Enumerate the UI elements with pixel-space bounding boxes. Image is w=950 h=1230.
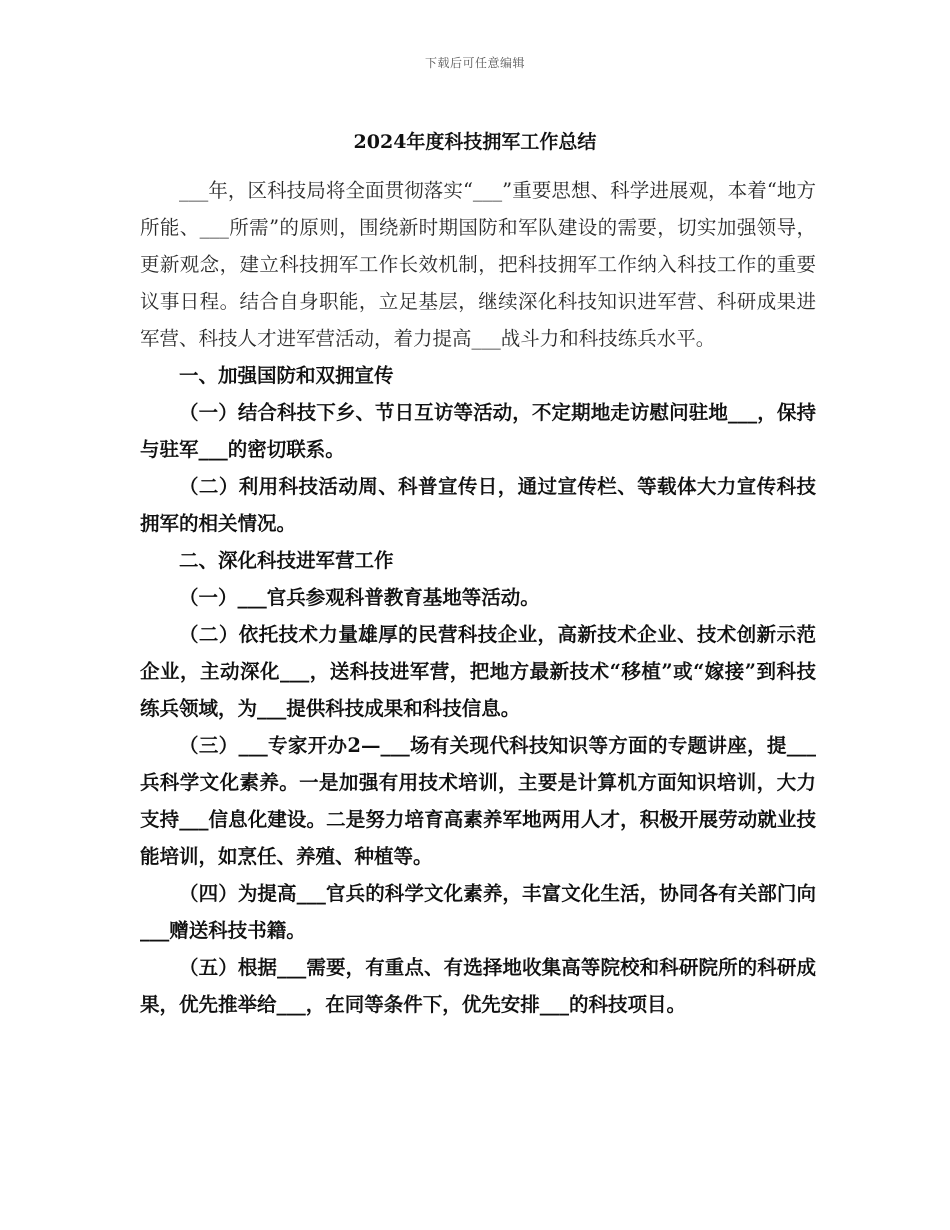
header-note: 下载后可任意编辑 (424, 56, 525, 70)
section-2-item-1: （一）___官兵参观科普教育基地等活动。 (179, 586, 540, 609)
section-1-item-2: （二）利用科技活动周、科普宣传日，通过宣传栏、等载体大力宣传科技拥军的相关情况。 (140, 475, 816, 535)
document-title: 2024年度科技拥军工作总结 (353, 131, 597, 153)
section-2-item-2: （二）依托技术力量雄厚的民营科技企业，高新技术企业、技术创新示范企业，主动深化___，送科技进军营，把地方最新技术“移植”或“嫁接”到科技练兵领域，为___提供科技成果和科技信息。 (140, 623, 816, 720)
section-1-item-1: （一）结合科技下乡、节日互访等活动，不定期地走访慰问驻地___，保持与驻军___的密切联系。 (140, 401, 816, 461)
section-heading-2: 二、深化科技进军营工作 (179, 549, 394, 572)
section-2-item-4: （四）为提高___官兵的科学文化素养，丰富文化生活，协同各有关部门向___赠送科技书籍。 (140, 882, 816, 942)
section-heading-1: 一、加强国防和双拥宣传 (179, 364, 394, 387)
section-2-item-5: （五）根据___需要，有重点、有选择地收集高等院校和科研院所的科研成果，优先推举给___，在同等条件下，优先安排___的科技项目。 (140, 956, 816, 1016)
section-2-item-3: （三）___专家开办2—___场有关现代科技知识等方面的专题讲座，提___兵科学文化素养。一是加强有用技术培训，主要是计算机方面知识培训，大力支持___信息化建设。二是努力培育高素养军地两用人才，积极开展劳动就业技能培训，如烹任、养殖、种植等。 (140, 734, 816, 868)
intro-paragraph: ___年，区科技局将全面贯彻落实“___”重要思想、科学进展观，本着“地方所能、___所需”的原则，围绕新时期国防和军队建设的需要，切实加强领导，更新观念，建立科技拥军工作长效机制，把科技拥军工作纳入科技工作的重要议事日程。结合自身职能，立足基层，继续深化科技知识进军营、科研成果进军营、科技人才进军营活动，着力提高___战斗力和科技练兵水平。 (140, 179, 816, 350)
document-body (140, 172, 816, 1023)
